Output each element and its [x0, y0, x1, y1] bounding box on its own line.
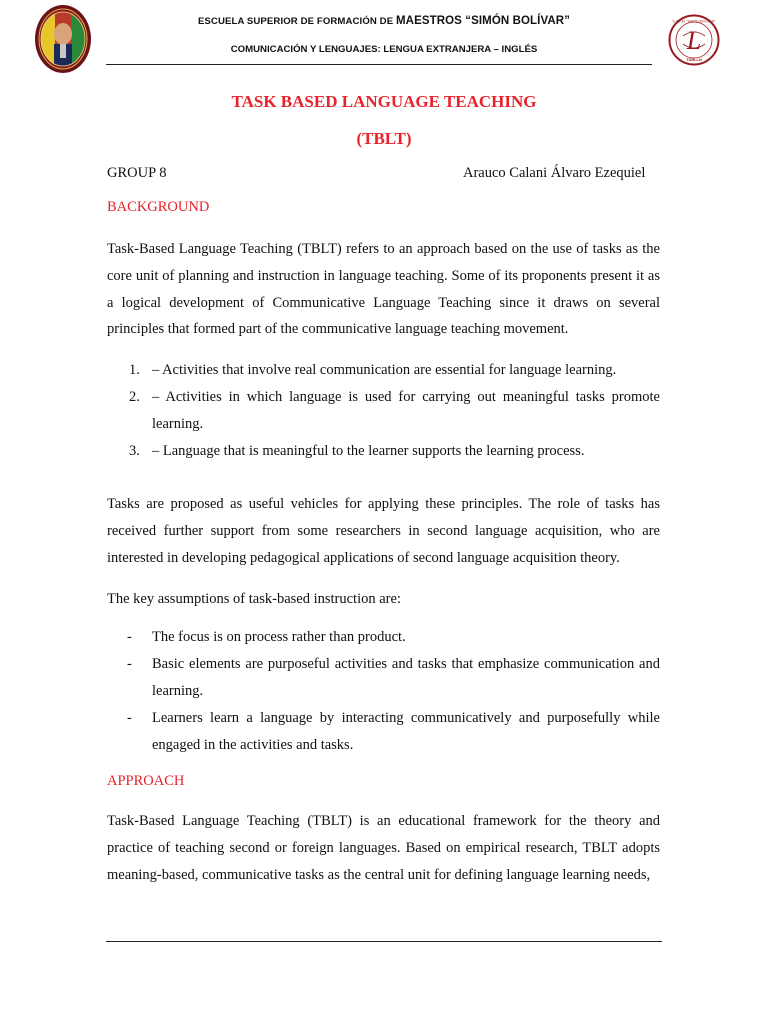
document-subtitle: (TBLT)	[356, 129, 412, 148]
footer-divider	[106, 941, 662, 942]
list-text: Basic elements are purposeful activities and tasks that emphasize communication and learning.	[152, 656, 660, 699]
school-crest-logo	[34, 4, 92, 74]
list-text: – Activities that involve real communication are essential for language learning.	[152, 362, 617, 378]
approach-heading: APPROACH	[107, 773, 185, 789]
header-divider	[106, 64, 652, 65]
approach-paragraph-1: Task-Based Language Teaching (TBLT) is an educational framework for the theory and practice of teaching second or foreign languages. Based on empirical research, TBLT adopts meaning-based, communicative tasks as the central unit for defining language learning needs,	[107, 813, 660, 883]
background-paragraph-2: Tasks are proposed as useful vehicles for applying these principles. The role of tasks has received further support from some researchers in second language acquisition, who are interested in developing pedagogical applications of second language acquisition theory.	[107, 496, 660, 566]
group-label: GROUP 8	[107, 165, 167, 181]
list-text: Learners learn a language by interacting communicatively and purposefully while engaged in the activities and tasks.	[152, 710, 660, 753]
background-paragraph-1: Task-Based Language Teaching (TBLT) refers to an approach based on the use of tasks as the core unit of planning and instruction in language teaching. Some of its proponents present it as a logical development of Communicative Language Teaching since it draws on several principles that formed part of the communicative language teaching movement.	[107, 241, 660, 338]
list-number: 2.	[129, 389, 140, 405]
svg-text:L: L	[686, 26, 702, 55]
document-title: TASK BASED LANGUAGE TEACHING	[231, 92, 537, 111]
program-name: COMUNICACIÓN Y LENGUAJES: LENGUA EXTRANJERA – INGLÉS	[230, 44, 538, 55]
author-name: Arauco Calani Álvaro Ezequiel	[463, 165, 646, 181]
list-number: 1.	[129, 362, 140, 378]
svg-text:E.S.F.M. "SIMÓN BOLÍVAR": E.S.F.M. "SIMÓN BOLÍVAR"	[672, 19, 716, 24]
svg-text:TSBLLN: TSBLLN	[686, 57, 702, 62]
list-bullet: -	[127, 710, 132, 726]
list-text: – Activities in which language is used for carrying out meaningful tasks promote learning.	[152, 389, 660, 432]
background-heading: BACKGROUND	[107, 199, 210, 215]
list-number: 3.	[129, 443, 140, 459]
list-bullet: -	[127, 656, 132, 672]
school-name: ESCUELA SUPERIOR DE FORMACIÓN DE MAESTROS “SIMÓN BOLÍVAR”	[197, 15, 571, 27]
list-text: The focus is on process rather than product.	[152, 629, 406, 645]
assumptions-intro: The key assumptions of task-based instruction are:	[107, 591, 401, 607]
list-bullet: -	[127, 629, 132, 645]
language-program-seal	[668, 14, 720, 66]
list-text: – Language that is meaningful to the learner supports the learning process.	[152, 443, 585, 459]
